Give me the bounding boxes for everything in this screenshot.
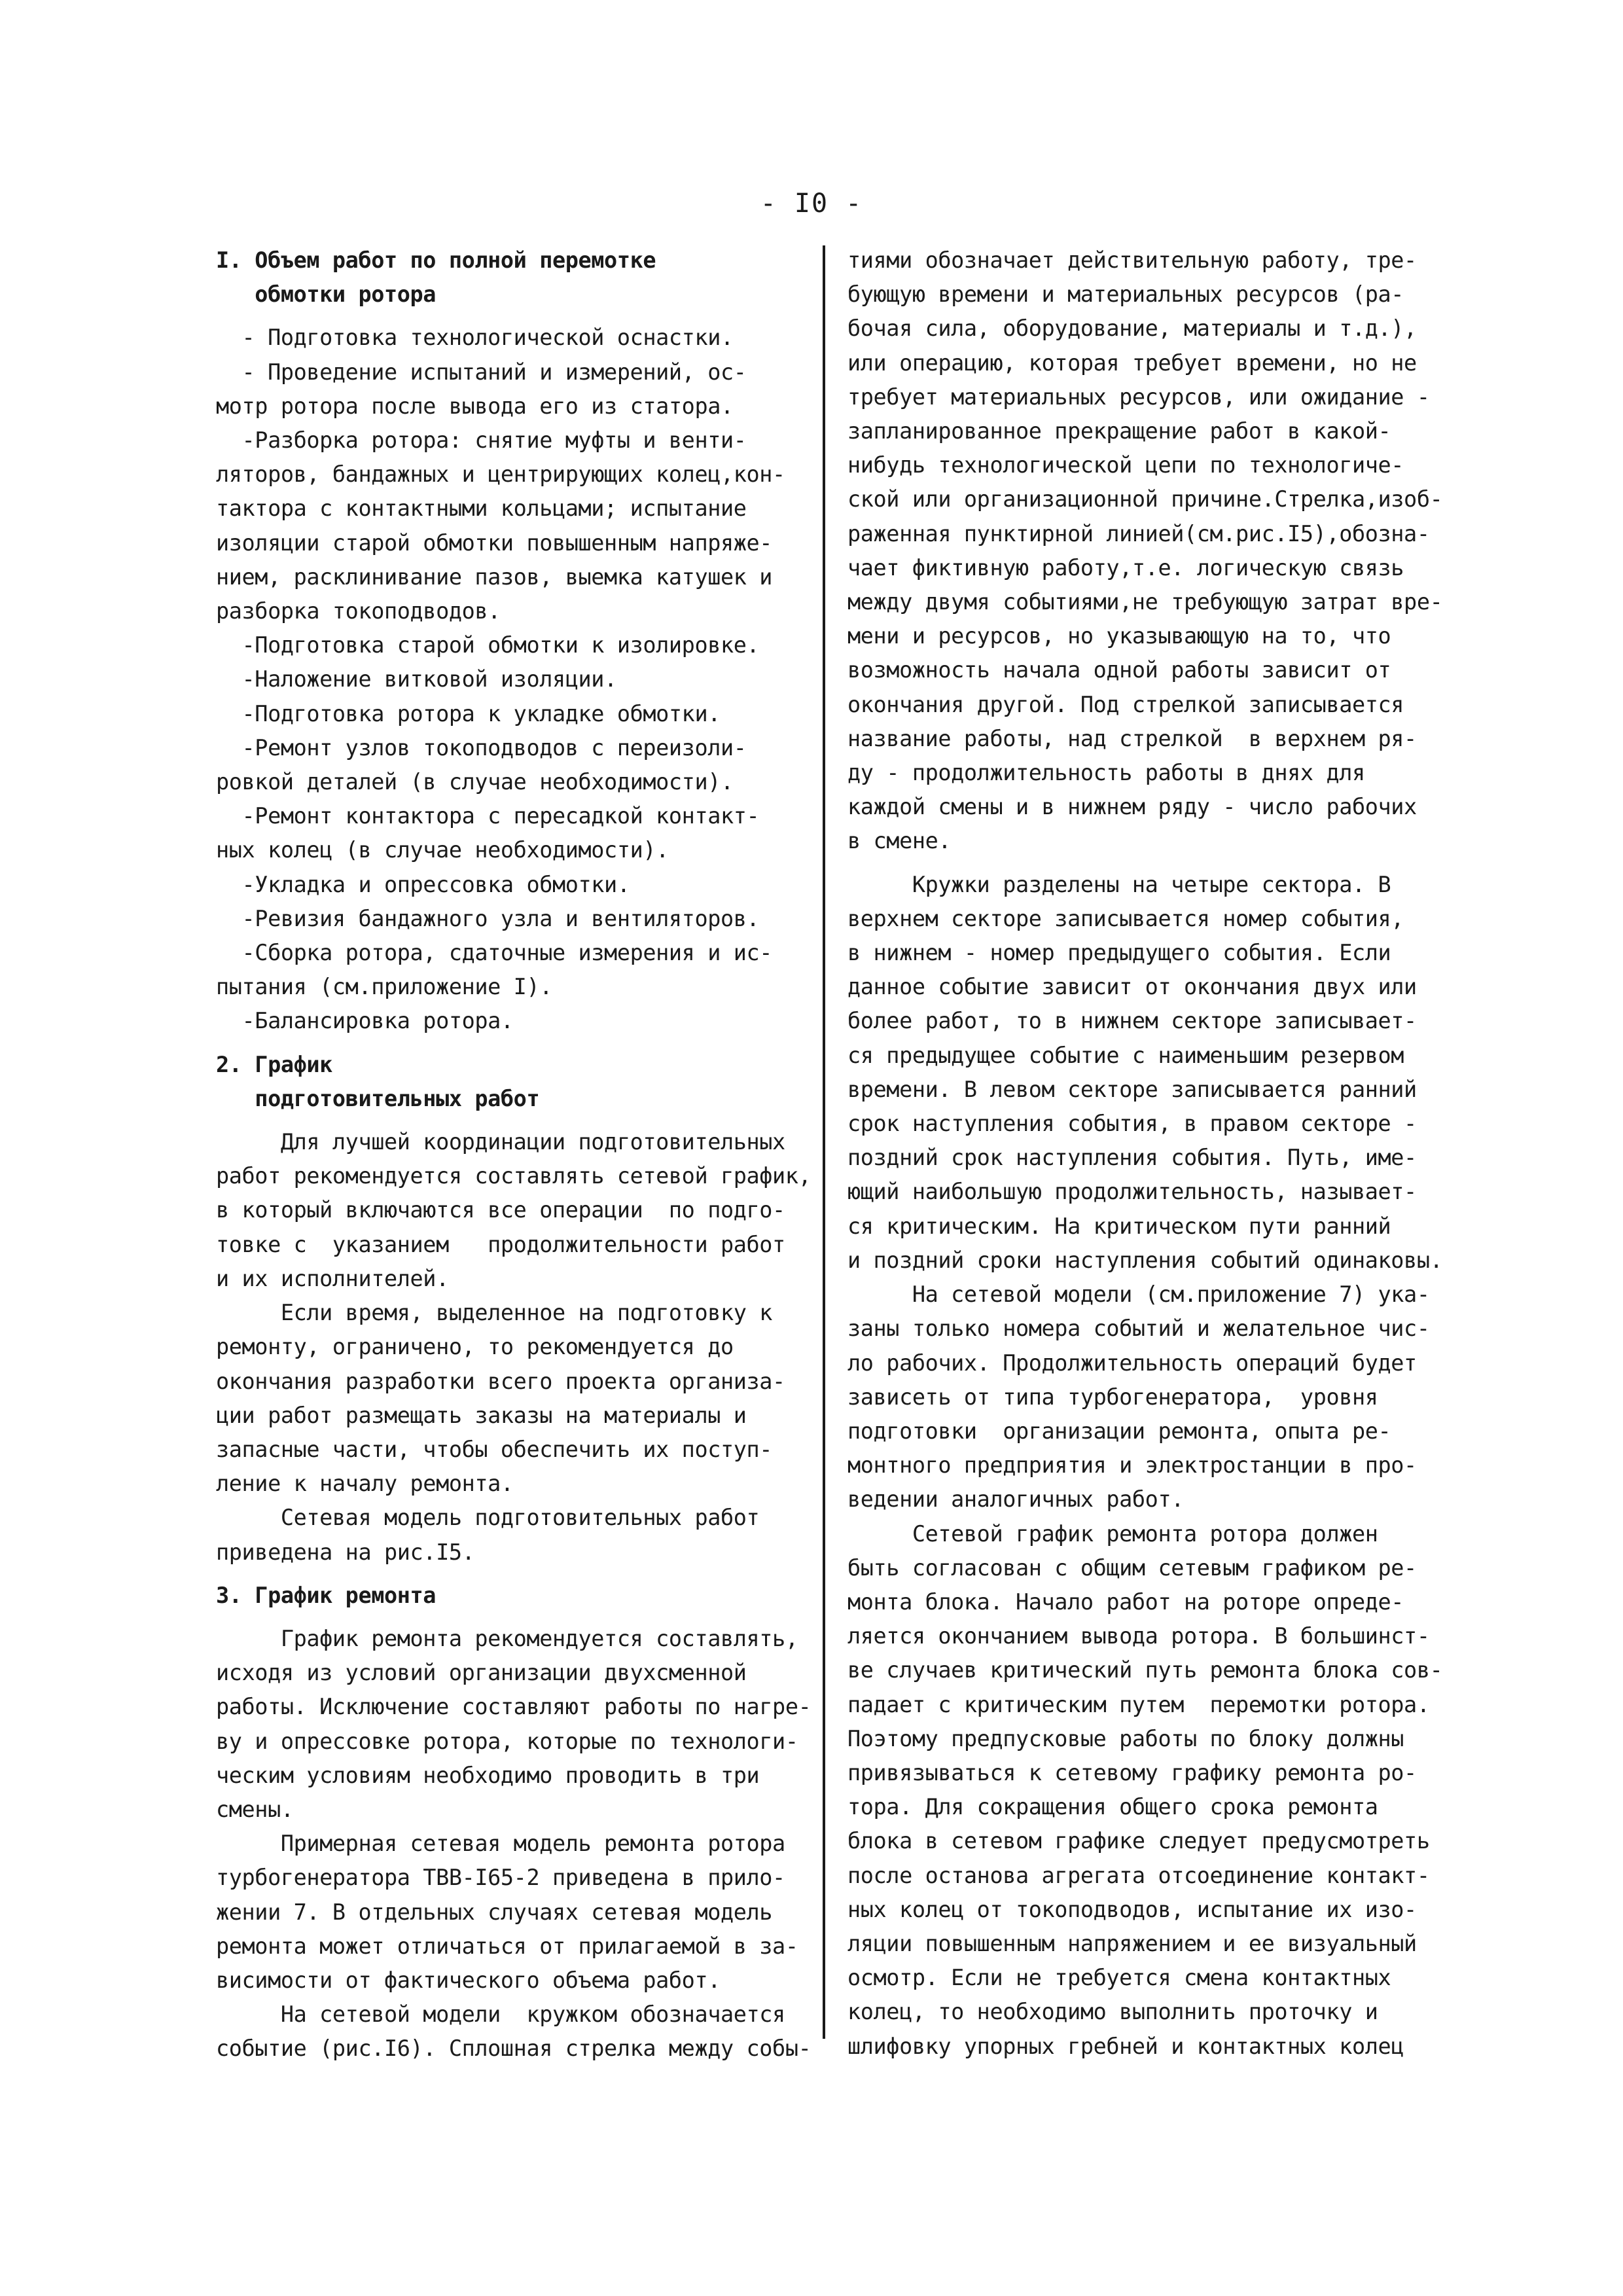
text-line: изоляции старой обмотки повышенным напряже- (216, 529, 773, 556)
text-line: в смене. (847, 828, 952, 854)
text-line: бочая сила, оборудование, материалы и т.д.), (847, 315, 1417, 342)
text-line: шлифовку упорных гребней и контактных колец (847, 2033, 1404, 2059)
text-line: осмотр. Если не требуется смена контактных (847, 1965, 1391, 1991)
text-line: - Подготовка технологической оснастки. (216, 325, 734, 351)
text-line: заны только номера событий и желательное чис- (847, 1316, 1430, 1342)
text-line: Сетевой график ремонта ротора должен (847, 1520, 1378, 1547)
text-line: тора. Для сокращения общего срока ремонта (847, 1794, 1378, 1820)
text-line: запасные части, чтобы обеспечить их поступ- (216, 1436, 773, 1462)
text-line: -Сборка ротора, сдаточные измерения и ис- (216, 940, 773, 966)
text-line: работы. Исключение составляют работы по нагре- (216, 1694, 812, 1720)
text-line: возможность начала одной работы зависит от (847, 657, 1391, 683)
text-line: На сетевой модели (см.приложение 7) ука- (847, 1282, 1430, 1308)
text-line: окончания другой. Под стрелкой записывается (847, 691, 1404, 717)
text-line: ской или организационной причине.Стрелка,изоб- (847, 486, 1443, 512)
text-line: времени. В левом секторе записывается ранний (847, 1076, 1417, 1102)
text-line: блока в сетевом графике следует предусмотреть (847, 1828, 1430, 1854)
text-line: -Ремонт узлов токоподводов с переизоли- (216, 734, 747, 761)
text-line: пытания (см.приложение I). (216, 974, 552, 1000)
text-line: Примерная сетевая модель ремонта ротора (216, 1831, 785, 1857)
text-line: требует материальных ресурсов, или ожидание - (847, 384, 1430, 410)
text-line: работ рекомендуется составлять сетевой график, (216, 1163, 812, 1189)
text-line: колец, то необходимо выполнить проточку и (847, 1999, 1378, 2025)
text-line: ремонту, ограничено, то рекомендуется до (216, 1334, 734, 1360)
text-line: смены. (216, 1796, 294, 1822)
text-line: нием, расклинивание пазов, выемка катушек и (216, 564, 773, 590)
page-number: - I0 - (760, 188, 863, 219)
text-line: в который включаются все операции по подго- (216, 1197, 785, 1223)
text-line: и их исполнителей. (216, 1265, 449, 1291)
text-line: быть согласован с общим сетевым графиком ре- (847, 1554, 1417, 1581)
text-line: ление к началу ремонта. (216, 1471, 514, 1497)
text-line: -Подготовка ротора к укладке обмотки. (216, 700, 721, 726)
text-line: -Наложение витковой изоляции. (216, 666, 617, 692)
text-line: висимости от фактического объема работ. (216, 1967, 721, 1993)
text-line: исходя из условий организации двухсменной (216, 1660, 747, 1686)
text-line: верхнем секторе записывается номер события, (847, 905, 1404, 931)
text-line: На сетевой модели кружком обозначается (216, 2001, 785, 2028)
text-line: ции работ размещать заказы на материалы и (216, 1402, 747, 1428)
text-line: Поэтому предпусковые работы по блоку должны (847, 1725, 1404, 1751)
text-line: ло рабочих. Продолжительность операций будет (847, 1350, 1417, 1376)
text-line: ляторов, бандажных и центрирующих колец,кон- (216, 461, 785, 488)
text-line: ляции повышенным напряжением и ее визуальный (847, 1930, 1417, 1956)
text-line: более работ, то в нижнем секторе записывает- (847, 1008, 1417, 1034)
text-line: подготовки организации ремонта, опыта ре- (847, 1418, 1391, 1444)
text-line: данное событие зависит от окончания двух или (847, 974, 1417, 1000)
text-line: -Балансировка ротора. (216, 1008, 514, 1034)
text-line: запланированное прекращение работ в какой- (847, 418, 1391, 444)
text-line: ве случаев критический путь ремонта блока сов- (847, 1657, 1443, 1683)
text-line: -Разборка ротора: снятие муфты и венти- (216, 427, 747, 454)
column-divider (823, 245, 825, 2039)
text-line: - Проведение испытаний и измерений, ос- (216, 359, 747, 385)
text-line: -Подготовка старой обмотки к изолировке. (216, 632, 760, 658)
text-line: тактора с контактными кольцами; испытание (216, 495, 747, 522)
text-line: Сетевая модель подготовительных работ (216, 1505, 760, 1531)
text-line: -Ревизия бандажного узла и вентиляторов. (216, 905, 760, 931)
text-line: -Ремонт контактора с пересадкой контакт- (216, 803, 760, 829)
text-line: срок наступления события, в правом секторе - (847, 1111, 1417, 1137)
text-line: мотр ротора после вывода его из статора. (216, 393, 734, 419)
text-line: или операцию, которая требует времени, но не (847, 350, 1417, 376)
text-line: Для лучшей координации подготовительных (216, 1129, 785, 1155)
section-heading: I. Объем работ по полной перемотке (216, 247, 656, 273)
text-line: монтного предприятия и электростанции в про- (847, 1452, 1417, 1479)
text-line: ву и опрессовке ротора, которые по технологи- (216, 1728, 798, 1754)
text-line: монта блока. Начало работ на роторе опреде- (847, 1588, 1404, 1615)
section-heading: 3. График ремонта (216, 1582, 437, 1608)
text-line: и поздний сроки наступления событий одинаковы. (847, 1247, 1443, 1273)
text-line: поздний срок наступления события. Путь, име- (847, 1145, 1417, 1171)
text-line: окончания разработки всего проекта организа- (216, 1368, 785, 1394)
text-line: ровкой деталей (в случае необходимости). (216, 769, 734, 795)
text-line: жении 7. В отдельных случаях сетевая модель (216, 1899, 773, 1925)
text-line: ческим условиям необходимо проводить в три (216, 1762, 760, 1788)
section-heading: подготовительных работ (216, 1085, 540, 1111)
text-line: чает фиктивную работу,т.е. логическую связь (847, 554, 1404, 581)
text-line: приведена на рис.I5. (216, 1539, 475, 1565)
text-line: ных колец (в случае необходимости). (216, 837, 669, 863)
text-line: Если время, выделенное на подготовку к (216, 1300, 773, 1326)
text-line: ремонта может отличаться от прилагаемой в за- (216, 1933, 798, 1959)
text-line: привязываться к сетевому графику ремонта ро- (847, 1759, 1417, 1785)
text-line: каждой смены и в нижнем ряду - число рабочих (847, 794, 1417, 820)
text-line: График ремонта рекомендуется составлять, (216, 1625, 798, 1651)
text-line: падает с критическим путем перемотки ротора. (847, 1691, 1430, 1717)
text-line: мени и ресурсов, но указывающую на то, что (847, 623, 1391, 649)
text-line: ведении аналогичных работ. (847, 1486, 1184, 1513)
left-column (216, 243, 812, 2066)
text-line: ду - продолжительность работы в днях для (847, 760, 1365, 786)
text-line: -Укладка и опрессовка обмотки. (216, 871, 630, 897)
text-line: в нижнем - номер предыдущего события. Если (847, 940, 1391, 966)
section-heading: обмотки ротора (216, 281, 437, 308)
text-line: зависеть от типа турбогенератора, уровня (847, 1384, 1378, 1410)
text-line: раженная пунктирной линией(см.рис.I5),обозна- (847, 520, 1430, 547)
text-line: между двумя событиями,не требующую затрат вре- (847, 589, 1443, 615)
text-line: турбогенератора ТВВ-I65-2 приведена в прило- (216, 1865, 785, 1891)
text-line: ющий наибольшую продолжительность, называет- (847, 1179, 1417, 1205)
text-line: тиями обозначает действительную работу, тре- (847, 247, 1417, 273)
text-line: ся предыдущее событие с наименьшим резервом (847, 1042, 1404, 1068)
section-heading: 2. График (216, 1051, 332, 1077)
text-line: Кружки разделены на четыре сектора. В (847, 871, 1391, 897)
text-line: ся критическим. На критическом пути ранний (847, 1213, 1391, 1239)
text-line: товке с указанием продолжительности работ (216, 1231, 785, 1257)
text-line: название работы, над стрелкой в верхнем ря- (847, 725, 1417, 751)
right-column (847, 243, 1489, 2064)
text-line: ных колец от токоподводов, испытание их изо- (847, 1896, 1417, 1922)
text-line: после останова агрегата отсоединение контакт- (847, 1862, 1430, 1888)
text-line: нибудь технологической цепи по технологиче- (847, 452, 1404, 478)
text-line: ляется окончанием вывода ротора. В большинст- (847, 1623, 1430, 1649)
text-line: бующую времени и материальных ресурсов (ра- (847, 281, 1404, 308)
text-line: событие (рис.I6). Сплошная стрелка между собы- (216, 2036, 812, 2062)
text-line: разборка токоподводов. (216, 598, 501, 624)
